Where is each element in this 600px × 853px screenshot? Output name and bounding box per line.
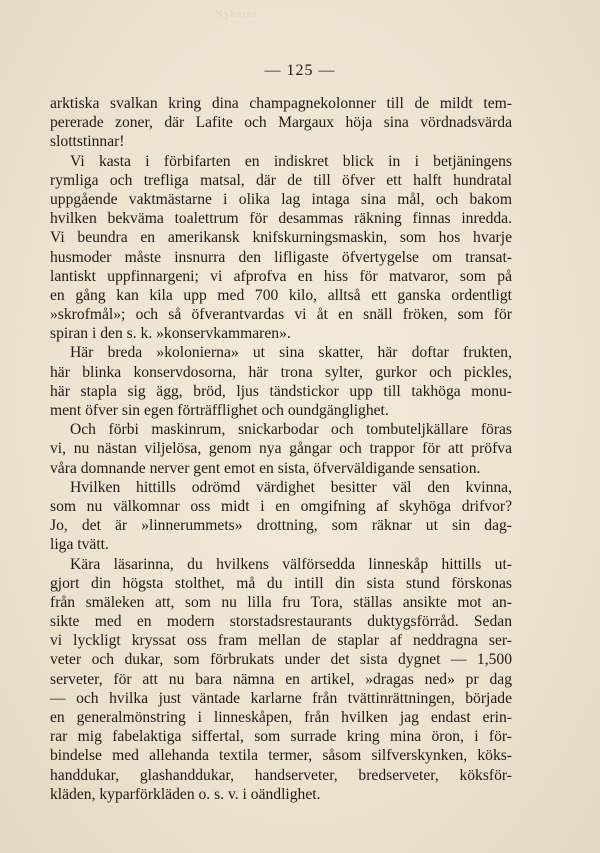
text-line: gjort din högsta stolthet, må du intill din sista stund förskonas [50, 574, 512, 592]
text-line: spiran i den s. k. »konservkammaren». [50, 325, 291, 343]
text-line: som nu välkomnar oss midt i en omgifning af skyhöga drifvor? [50, 497, 512, 515]
text-line: husmoder måste insnurra den lifligaste öfvertygelse om transat- [50, 248, 512, 266]
text-line: arktiska svalkan kring dina champagnekolonner till de mildt tem- [50, 95, 512, 112]
text-line: här blinka konservdosorna, här trona sylter, gurkor och pickles, [50, 363, 512, 381]
text-line: pererade zoner, där Lafite och Margaux höja sina vördnadsvärda [50, 114, 512, 132]
text-line: ment öfver sin egen förträfflighet och oundgänglighet. [50, 402, 389, 419]
text-line: våra domnande nerver gent emot en sista, öfverväldigande sensation. [50, 459, 481, 477]
text-line: veter och dukar, som förbrukats under det sista dygnet — 1,500 [50, 651, 512, 669]
text-line: en generalmönstring i linneskåpen, från hvilken jag endast erin- [50, 709, 512, 726]
body-text [50, 94, 512, 804]
text-line: Hvilken hittills odrömd värdighet besitter väl den kvinna, [70, 478, 512, 496]
text-line: handdukar, glashanddukar, handserveter, bredserveter, köksför- [50, 766, 512, 784]
text-line: Och förbi maskinrum, snickarbodar och tombuteljkällare föras [70, 421, 512, 439]
text-line: »skrofmål»; och så öfverantvardas vi åt en snäll fröken, som för [50, 306, 512, 324]
text-line: lantiskt uppfinnargeni; vi afprofva en hiss för matvaror, som på [50, 267, 512, 285]
text-line: Jo, det är »linnerummets» drottning, som räknar ut sin dag- [50, 517, 512, 535]
text-line: uppgående vaktmästarne i olika lag intaga sina mål, och bakom [50, 190, 512, 208]
text-line: serveter, för att nu bara nämna en artikel, »dragas ned» pr dag [50, 670, 512, 688]
text-line: rar mig fabelaktiga siffertal, som surrade kring mina öron, i för- [50, 728, 512, 746]
text-line: Här breda »kolonierna» ut sina skatter, här doftar frukten, [70, 344, 512, 362]
text-line: Kära läsarinna, du hvilkens välförsedda linneskåp hittills ut- [70, 555, 512, 573]
text-line: kläden, kyparförkläden o. s. v. i oändlighet. [50, 785, 321, 803]
text-line: Vi beundra en amerikansk knifskurningsmaskin, som hos hvarje [50, 229, 512, 247]
text-line: liga tvätt. [50, 536, 109, 554]
text-line: vi lyckligt kryssat oss fram mellan de staplar af neddragna ser- [50, 632, 512, 650]
text-line: Vi kasta i förbifarten en indiskret blick in i betjäningens [70, 152, 512, 170]
text-line: hvilken bekväma toalettrum för desammas räkning finnas inredda. [50, 210, 512, 228]
bleed-through-text: Nyheter [215, 8, 258, 20]
text-line: sikte med en modern storstadsrestaurants duktygsförråd. Sedan [50, 613, 512, 631]
text-line: rymliga och trefliga matsal, där de till öfver ett halft hundratal [50, 171, 512, 189]
text-line: en gång kan kila upp med 700 kilo, alltså ett ganska ordentligt [50, 286, 512, 304]
text-line: här stapla sig ägg, bröd, ljus tändstickor upp till takhöga monu- [50, 382, 512, 400]
text-line: från smäleken att, som nu lilla fru Tora, ställas ansikte mot an- [50, 593, 512, 611]
page-number: — 125 — [264, 62, 336, 79]
text-line: bindelse med allehanda textila termer, såsom silfverskynken, köks- [50, 747, 512, 765]
text-line: slottstinnar! [50, 133, 125, 151]
text-line: vi, nu nästan viljelösa, genom nya gångar och trappor för att pröfva [50, 440, 512, 458]
text-line: — och hvilka just väntade karlarne från tvättinrättningen, började [50, 689, 512, 707]
